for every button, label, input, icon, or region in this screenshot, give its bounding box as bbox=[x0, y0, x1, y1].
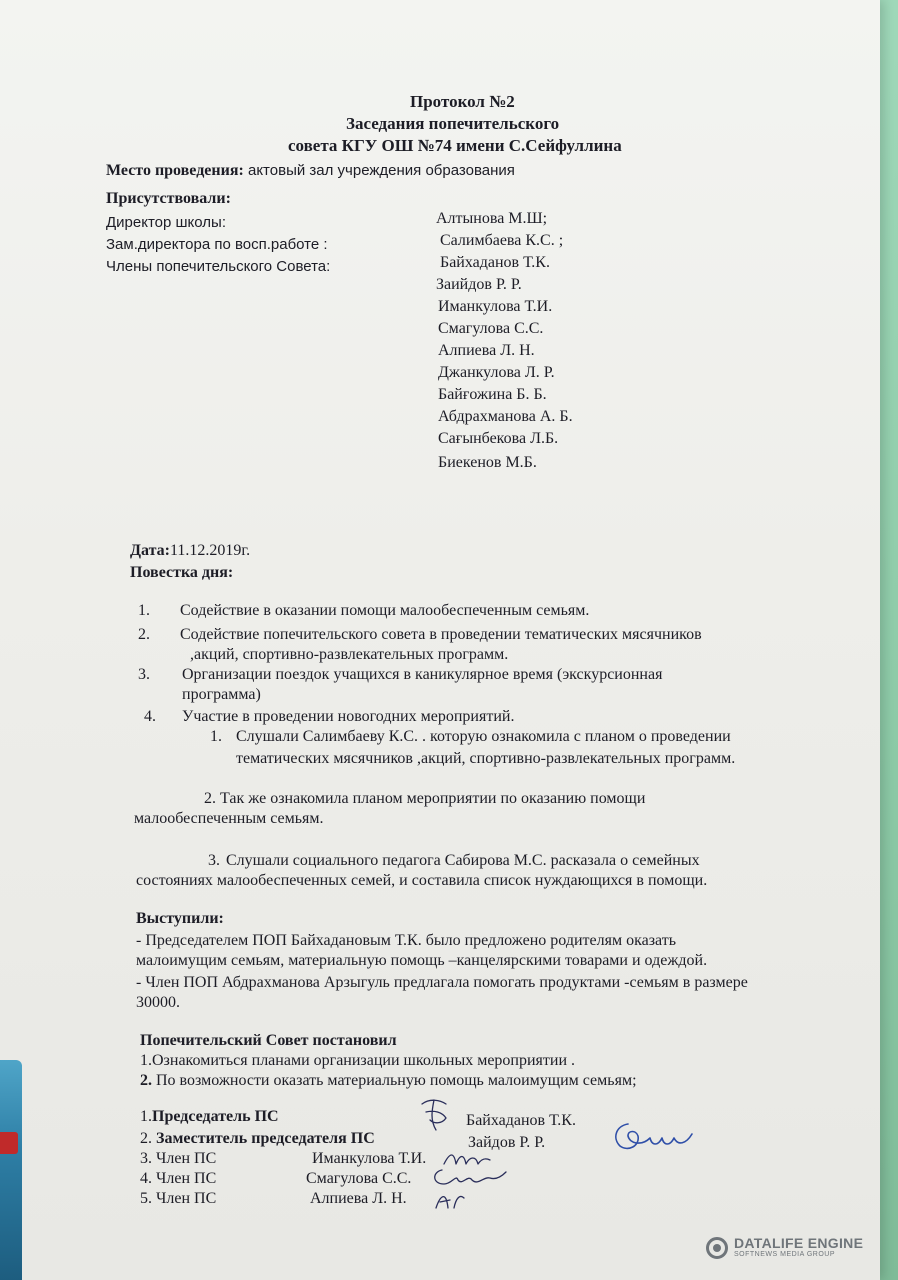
attendee-name: Джанкулова Л. Р. bbox=[438, 364, 555, 381]
resolution-number: 1. bbox=[140, 1052, 152, 1069]
role-director: Директор школы: bbox=[106, 214, 226, 231]
attendee-name: Байхаданов Т.К. bbox=[440, 254, 550, 271]
handwritten-signature-chair bbox=[416, 1094, 456, 1136]
attendee-name: Алпиева Л. Н. bbox=[438, 342, 535, 359]
date-line bbox=[130, 542, 250, 560]
attendee-name: Абдрахманова А. Б. bbox=[438, 408, 573, 425]
hearing-text: малообеспеченным семьям. bbox=[134, 810, 324, 827]
signature-row-member bbox=[140, 1150, 216, 1168]
hearing-number: 2. bbox=[204, 790, 216, 807]
place-label: Место проведения: bbox=[106, 162, 244, 179]
date-value: 11.12.2019г. bbox=[169, 542, 251, 559]
resolution-text: Ознакомиться планами организации школьных мероприятии . bbox=[152, 1052, 576, 1069]
meeting-title: Заседания попечительского bbox=[346, 114, 560, 133]
hearing-text: тематических мясячников ,акций, спортивно-развлекательных программ. bbox=[236, 750, 736, 767]
hearing-number: 1. bbox=[210, 728, 222, 745]
signature-name: Иманкулова Т.И. bbox=[312, 1150, 427, 1167]
resolution-item bbox=[140, 1052, 575, 1070]
attendee-name: Байғожина Б. Б. bbox=[438, 386, 547, 403]
signature-role: Член ПС bbox=[156, 1150, 217, 1167]
hearing-text: состояниях малообеспеченных семей, и составила список нуждающихся в помощи. bbox=[136, 872, 708, 889]
signature-role: Член ПС bbox=[156, 1190, 217, 1207]
watermark-subtitle: SOFTNEWS MEDIA GROUP bbox=[734, 1251, 836, 1258]
watermark bbox=[706, 1236, 863, 1259]
signature-number: 1. bbox=[140, 1108, 152, 1125]
speakers-heading: Выступили: bbox=[136, 910, 224, 927]
agenda-item-text: Участие в проведении новогодних мероприятий. bbox=[182, 708, 515, 725]
date-label: Дата: bbox=[130, 542, 170, 559]
signature-role: Председатель ПС bbox=[152, 1108, 279, 1125]
agenda-item-number: 2. bbox=[138, 626, 150, 643]
hearing-number: 3. bbox=[208, 852, 220, 869]
speaker-line: - Председателем ПОП Байхадановым Т.К. было предложено родителям оказать bbox=[136, 932, 677, 949]
agenda-item-number: 4. bbox=[144, 708, 156, 725]
council-title: совета КГУ ОШ №74 имени С.Сейфуллина bbox=[288, 136, 622, 155]
handwritten-signature-deputy bbox=[606, 1116, 698, 1160]
signature-number: 4. bbox=[140, 1170, 156, 1187]
speaker-line: малоимущим семьям, материальную помощь –канцелярскими товарами и одеждой. bbox=[136, 952, 708, 969]
resolution-text: По возможности оказать материальную помощь малоимущим семьям; bbox=[152, 1072, 637, 1089]
background-blue-object bbox=[0, 1060, 22, 1280]
signature-number: 2. bbox=[140, 1130, 156, 1147]
agenda-item-text: Организации поездок учащихся в каникулярное время (экскурсионная bbox=[182, 666, 663, 683]
attendee-name: Иманкулова Т.И. bbox=[438, 298, 553, 315]
background-red-tag bbox=[0, 1132, 18, 1154]
agenda-heading: Повестка дня: bbox=[130, 564, 234, 581]
watermark-title: DATALIFE ENGINE bbox=[734, 1235, 864, 1251]
attendee-name: Заийдов Р. Р. bbox=[436, 276, 522, 293]
hearing-text: Так же ознакомила планом мероприятии по оказанию помощи bbox=[220, 790, 646, 807]
hearing-text: Слушали социального педагога Сабирова М.С. расказала о семейных bbox=[226, 852, 700, 869]
agenda-item-text: Содействие попечительского совета в проведении тематических мясячников bbox=[180, 626, 702, 643]
signature-number: 5. bbox=[140, 1190, 156, 1207]
signature-number: 3. bbox=[140, 1150, 156, 1167]
speaker-line: - Член ПОП Абдрахманова Арзыгуль предлагала помогать продуктами -семьям в размере bbox=[136, 974, 748, 991]
signature-row-member bbox=[140, 1190, 216, 1208]
attendees-heading: Присутствовали: bbox=[106, 190, 231, 207]
place-line bbox=[106, 162, 515, 180]
signature-name: Алпиева Л. Н. bbox=[310, 1190, 407, 1207]
agenda-item-text: программа) bbox=[182, 686, 261, 703]
background-wall-right bbox=[880, 0, 898, 1280]
signature-row-member bbox=[140, 1170, 216, 1188]
resolution-heading: Попечительский Совет постановил bbox=[140, 1032, 397, 1049]
attendee-name: Салимбаева К.С. ; bbox=[440, 232, 564, 249]
handwritten-signature-member-5 bbox=[430, 1186, 470, 1214]
attendee-name: Биекенов М.Б. bbox=[438, 454, 537, 471]
agenda-item-number: 1. bbox=[138, 602, 150, 619]
attendee-name: Алтынова М.Ш; bbox=[436, 210, 548, 227]
agenda-item-text: Содействие в оказании помощи малообеспеченным семьям. bbox=[180, 602, 590, 619]
speaker-line: 30000. bbox=[136, 994, 180, 1011]
role-deputy: Зам.директора по восп.работе : bbox=[106, 236, 328, 253]
agenda-item-text: ,акций, спортивно-развлекательных программ. bbox=[190, 646, 509, 663]
datalife-logo-icon bbox=[706, 1237, 728, 1259]
attendee-name: Сағынбекова Л.Б. bbox=[438, 430, 559, 447]
signature-role: Заместитель председателя ПС bbox=[156, 1130, 375, 1147]
agenda-item-number: 3. bbox=[138, 666, 150, 683]
signature-name: Байхаданов Т.К. bbox=[466, 1112, 576, 1129]
signature-name: Смагулова С.С. bbox=[306, 1170, 412, 1187]
signature-name: Зайдов Р. Р. bbox=[468, 1134, 546, 1151]
resolution-item bbox=[140, 1072, 637, 1090]
role-council-members: Члены попечительского Совета: bbox=[106, 258, 331, 275]
signature-row-deputy bbox=[140, 1130, 375, 1148]
hearing-text: Слушали Салимбаеву К.С. . которую ознакомила с планом о проведении bbox=[236, 728, 731, 745]
signature-row-chair bbox=[140, 1108, 279, 1126]
place-value: актовый зал учреждения образования bbox=[243, 162, 515, 179]
protocol-title: Протокол №2 bbox=[410, 92, 515, 111]
signature-role: Член ПС bbox=[156, 1170, 217, 1187]
resolution-number: 2. bbox=[140, 1072, 152, 1089]
attendee-name: Смагулова С.С. bbox=[438, 320, 544, 337]
